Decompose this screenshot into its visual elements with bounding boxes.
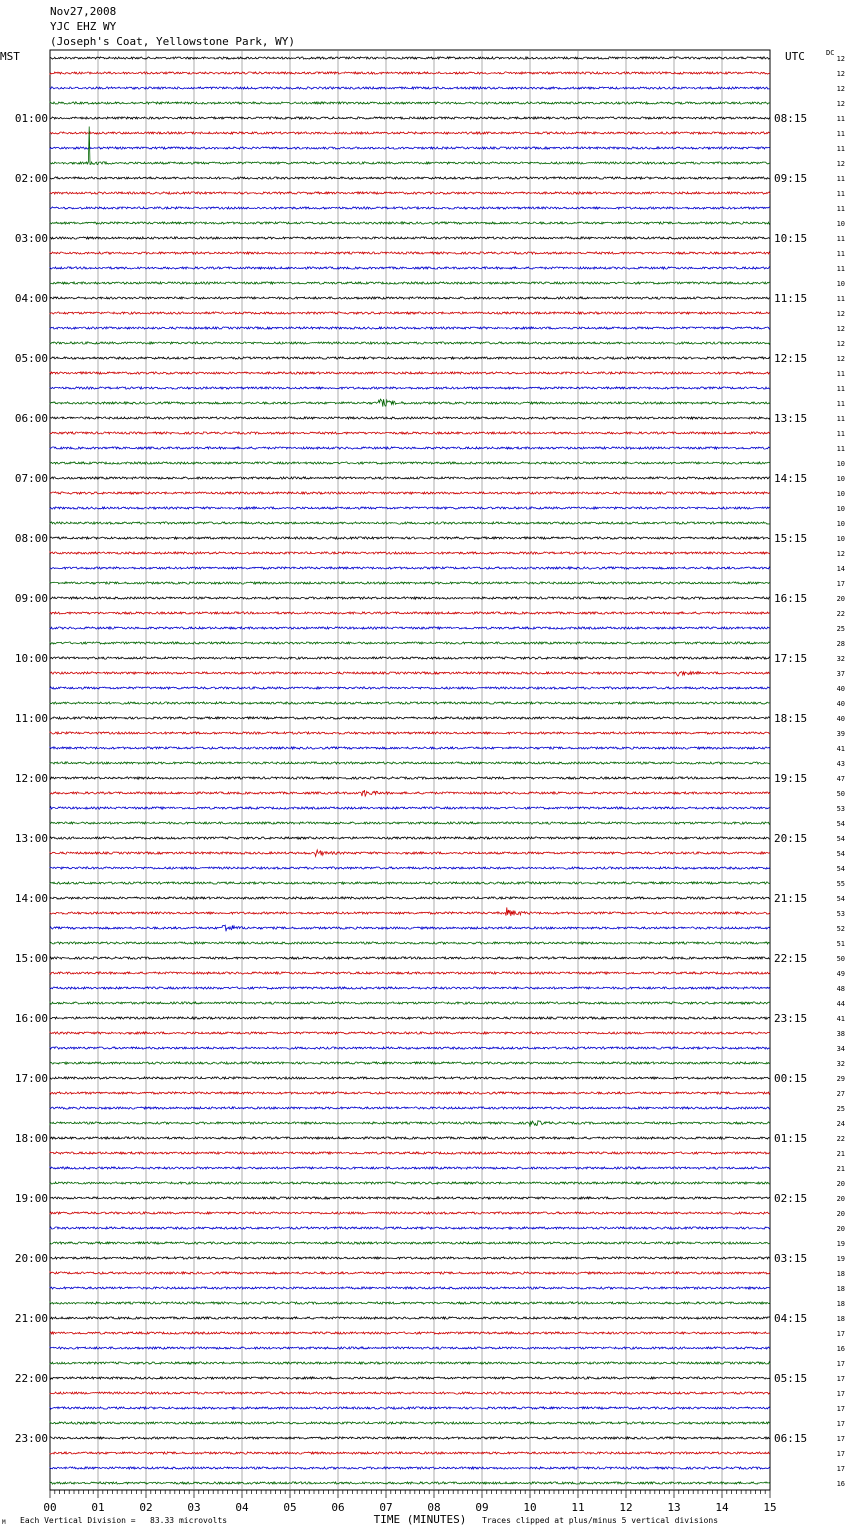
record-date: Nov27,2008 bbox=[50, 5, 117, 18]
seismic-trace bbox=[50, 342, 770, 344]
seismic-trace bbox=[50, 357, 770, 359]
dc-offset-label: 27 bbox=[836, 1090, 845, 1098]
seismic-trace bbox=[50, 1182, 770, 1184]
right-hour-label: 02:15 bbox=[774, 1192, 808, 1205]
seismic-trace bbox=[50, 1077, 770, 1079]
seismic-trace bbox=[50, 1482, 770, 1484]
left-hour-label: 07:00 bbox=[14, 472, 48, 485]
vertical-division-note: Each Vertical Division = 83.33 microvolts bbox=[20, 1516, 228, 1525]
dc-offset-label: 52 bbox=[836, 925, 845, 933]
seismic-trace bbox=[50, 297, 770, 299]
right-hour-label: 06:15 bbox=[774, 1432, 808, 1445]
seismic-trace bbox=[50, 372, 770, 374]
dc-offset-label: 10 bbox=[836, 535, 845, 543]
seismic-trace bbox=[50, 702, 770, 704]
seismic-trace bbox=[50, 1467, 770, 1469]
seismic-trace bbox=[50, 972, 770, 974]
dc-offset-label: 11 bbox=[836, 130, 845, 138]
dc-offset-label: 17 bbox=[836, 1435, 845, 1443]
seismic-trace bbox=[50, 1392, 770, 1394]
dc-offset-label: 12 bbox=[836, 325, 845, 333]
seismic-trace bbox=[50, 252, 770, 254]
seismic-trace bbox=[50, 1212, 770, 1214]
seismic-trace bbox=[50, 447, 770, 449]
seismic-trace bbox=[50, 777, 770, 779]
dc-offset-label: 19 bbox=[836, 1240, 845, 1248]
dc-offset-label: 17 bbox=[836, 1465, 845, 1473]
x-tick-label: 09 bbox=[475, 1501, 489, 1514]
seismic-trace bbox=[50, 897, 770, 899]
seismic-trace bbox=[50, 72, 770, 74]
dc-offset-label: 40 bbox=[836, 685, 845, 693]
left-hour-label: 06:00 bbox=[14, 412, 48, 425]
seismic-trace bbox=[50, 267, 770, 269]
dc-offset-label: 10 bbox=[836, 220, 845, 228]
seismic-trace bbox=[50, 222, 770, 224]
dc-offset-label: 11 bbox=[836, 370, 845, 378]
seismic-trace bbox=[50, 1332, 770, 1334]
dc-offset-label: 20 bbox=[836, 595, 845, 603]
left-hour-label: 11:00 bbox=[14, 712, 48, 725]
seismic-trace bbox=[50, 1422, 770, 1424]
seismic-trace bbox=[50, 1242, 770, 1244]
dc-offset-label: 25 bbox=[836, 625, 845, 633]
dc-offset-label: 11 bbox=[836, 145, 845, 153]
seismic-trace bbox=[50, 522, 770, 524]
dc-offset-label: 12 bbox=[836, 70, 845, 78]
dc-offset-label: 25 bbox=[836, 1105, 845, 1113]
dc-offset-label: 11 bbox=[836, 175, 845, 183]
seismic-trace bbox=[50, 597, 770, 599]
dc-offset-label: 20 bbox=[836, 1210, 845, 1218]
seismic-trace bbox=[50, 327, 770, 329]
dc-offset-label: 11 bbox=[836, 295, 845, 303]
seismic-trace bbox=[50, 925, 770, 931]
seismic-trace bbox=[50, 1032, 770, 1034]
seismic-trace bbox=[50, 1452, 770, 1454]
seismic-trace bbox=[50, 732, 770, 734]
seismic-trace bbox=[50, 57, 770, 59]
seismic-trace bbox=[50, 177, 770, 179]
right-hour-label: 21:15 bbox=[774, 892, 808, 905]
x-tick-label: 14 bbox=[715, 1501, 729, 1514]
dc-offset-label: 49 bbox=[836, 970, 845, 978]
seismic-trace bbox=[50, 1257, 770, 1259]
dc-offset-label: 17 bbox=[836, 1420, 845, 1428]
left-hour-label: 13:00 bbox=[14, 832, 48, 845]
right-hour-label: 22:15 bbox=[774, 952, 808, 965]
left-hour-label: 23:00 bbox=[14, 1432, 48, 1445]
dc-offset-label: 18 bbox=[836, 1285, 845, 1293]
dc-offset-label: 12 bbox=[836, 55, 845, 63]
seismic-trace bbox=[50, 132, 770, 134]
dc-offset-label: 32 bbox=[836, 655, 845, 663]
dc-offset-label: 12 bbox=[836, 355, 845, 363]
left-hour-label: 22:00 bbox=[14, 1372, 48, 1385]
dc-offset-label: 53 bbox=[836, 805, 845, 813]
dc-offset-label: 54 bbox=[836, 835, 845, 843]
seismic-trace bbox=[50, 1137, 770, 1139]
dc-offset-label: 20 bbox=[836, 1180, 845, 1188]
seismic-trace bbox=[50, 1121, 770, 1127]
dc-offset-label: 11 bbox=[836, 430, 845, 438]
seismic-trace bbox=[50, 552, 770, 554]
right-hour-label: 16:15 bbox=[774, 592, 808, 605]
seismic-trace bbox=[50, 957, 770, 959]
seismic-trace bbox=[50, 822, 770, 824]
x-tick-label: 11 bbox=[571, 1501, 585, 1514]
dc-offset-label: 28 bbox=[836, 640, 845, 648]
dc-offset-label: 14 bbox=[836, 565, 845, 573]
seismic-trace bbox=[50, 1287, 770, 1289]
right-hour-label: 12:15 bbox=[774, 352, 808, 365]
seismic-trace bbox=[50, 492, 770, 494]
dc-offset-label: 11 bbox=[836, 400, 845, 408]
seismic-trace bbox=[50, 657, 770, 659]
left-hour-label: 20:00 bbox=[14, 1252, 48, 1265]
dc-offset-label: 54 bbox=[836, 850, 845, 858]
dc-offset-label: 41 bbox=[836, 1015, 845, 1023]
dc-offset-label: 21 bbox=[836, 1150, 845, 1158]
dc-offset-label: 22 bbox=[836, 610, 845, 618]
right-hour-label: 18:15 bbox=[774, 712, 808, 725]
clip-note: Traces clipped at plus/minus 5 vertical divisions bbox=[482, 1516, 719, 1525]
left-hour-label: 02:00 bbox=[14, 172, 48, 185]
seismic-trace bbox=[50, 790, 770, 796]
dc-offset-label: 10 bbox=[836, 520, 845, 528]
right-hour-label: 14:15 bbox=[774, 472, 808, 485]
seismic-trace bbox=[50, 192, 770, 194]
seismic-trace bbox=[50, 837, 770, 839]
x-tick-label: 02 bbox=[139, 1501, 153, 1514]
dc-offset-label: 17 bbox=[836, 1330, 845, 1338]
left-hour-label: 08:00 bbox=[14, 532, 48, 545]
dc-offset-label: 32 bbox=[836, 1060, 845, 1068]
dc-offset-label: 47 bbox=[836, 775, 845, 783]
dc-offset-label: 43 bbox=[836, 760, 845, 768]
left-hour-label: 16:00 bbox=[14, 1012, 48, 1025]
seismic-trace bbox=[50, 942, 770, 944]
left-hour-label: 10:00 bbox=[14, 652, 48, 665]
right-hour-label: 11:15 bbox=[774, 292, 808, 305]
seismic-trace bbox=[50, 672, 770, 677]
right-hour-label: 19:15 bbox=[774, 772, 808, 785]
dc-offset-label: 29 bbox=[836, 1075, 845, 1083]
dc-offset-label: 50 bbox=[836, 790, 845, 798]
dc-offset-label: 48 bbox=[836, 985, 845, 993]
seismic-trace bbox=[50, 1197, 770, 1199]
dc-offset-label: 10 bbox=[836, 505, 845, 513]
seismic-trace bbox=[50, 432, 770, 434]
right-hour-label: 09:15 bbox=[774, 172, 808, 185]
x-tick-label: 04 bbox=[235, 1501, 249, 1514]
dc-offset-label: 12 bbox=[836, 100, 845, 108]
station-location: (Joseph's Coat, Yellowstone Park, WY) bbox=[50, 35, 296, 48]
seismic-trace bbox=[50, 867, 770, 869]
seismic-trace bbox=[50, 1272, 770, 1274]
dc-offset-label: 16 bbox=[836, 1345, 845, 1353]
seismic-trace bbox=[50, 117, 770, 119]
seismic-trace bbox=[50, 1152, 770, 1154]
left-hour-label: 18:00 bbox=[14, 1132, 48, 1145]
dc-offset-label: 54 bbox=[836, 865, 845, 873]
x-axis-label: TIME (MINUTES) bbox=[373, 1513, 467, 1526]
right-hour-label: 17:15 bbox=[774, 652, 808, 665]
left-hour-label: 12:00 bbox=[14, 772, 48, 785]
seismic-trace bbox=[50, 1407, 770, 1409]
dc-offset-label: 12 bbox=[836, 85, 845, 93]
seismic-trace bbox=[50, 850, 770, 856]
dc-offset-label: 17 bbox=[836, 1375, 845, 1383]
seismic-trace bbox=[50, 147, 770, 149]
dc-offset-label: 40 bbox=[836, 715, 845, 723]
right-hour-label: 15:15 bbox=[774, 532, 808, 545]
dc-offset-label: 50 bbox=[836, 955, 845, 963]
left-hour-label: 01:00 bbox=[14, 112, 48, 125]
dc-offset-label: 53 bbox=[836, 910, 845, 918]
seismic-trace bbox=[50, 102, 770, 104]
dc-offset-label: 17 bbox=[836, 1390, 845, 1398]
seismic-trace bbox=[50, 762, 770, 764]
right-hour-label: 00:15 bbox=[774, 1072, 808, 1085]
dc-offset-label: 12 bbox=[836, 550, 845, 558]
dc-offset-label: 24 bbox=[836, 1120, 845, 1128]
right-timezone-label: UTC bbox=[785, 50, 805, 63]
right-hour-label: 03:15 bbox=[774, 1252, 808, 1265]
dc-offset-label: 54 bbox=[836, 820, 845, 828]
right-hour-label: 20:15 bbox=[774, 832, 808, 845]
seismic-trace bbox=[50, 399, 770, 407]
seismic-trace bbox=[50, 627, 770, 629]
station-code: YJC EHZ WY bbox=[50, 20, 117, 33]
x-tick-label: 07 bbox=[379, 1501, 393, 1514]
dc-offset-label: 11 bbox=[836, 385, 845, 393]
dc-offset-label: 11 bbox=[836, 445, 845, 453]
seismic-trace bbox=[50, 717, 770, 719]
right-hour-label: 08:15 bbox=[774, 112, 808, 125]
seismic-trace bbox=[50, 1302, 770, 1304]
seismic-trace bbox=[50, 477, 770, 479]
dc-offset-label: 17 bbox=[836, 1360, 845, 1368]
seismic-trace bbox=[50, 1377, 770, 1379]
right-hour-label: 10:15 bbox=[774, 232, 808, 245]
seismic-trace bbox=[50, 987, 770, 989]
x-tick-label: 12 bbox=[619, 1501, 633, 1514]
seismic-trace bbox=[50, 612, 770, 614]
x-tick-label: 05 bbox=[283, 1501, 297, 1514]
dc-offset-label: 54 bbox=[836, 895, 845, 903]
dc-offset-label: 11 bbox=[836, 205, 845, 213]
left-hour-label: 19:00 bbox=[14, 1192, 48, 1205]
left-timezone-label: MST bbox=[0, 50, 20, 63]
seismic-trace bbox=[50, 1347, 770, 1349]
seismic-trace bbox=[50, 312, 770, 314]
seismic-trace bbox=[50, 1002, 770, 1004]
seismic-trace bbox=[50, 567, 770, 569]
seismic-trace bbox=[50, 1062, 770, 1064]
x-tick-label: 06 bbox=[331, 1501, 345, 1514]
x-tick-label: 00 bbox=[43, 1501, 57, 1514]
dc-offset-label: 17 bbox=[836, 1450, 845, 1458]
right-hour-label: 04:15 bbox=[774, 1312, 808, 1325]
dc-offset-label: 11 bbox=[836, 190, 845, 198]
seismic-trace bbox=[50, 387, 770, 389]
seismic-trace bbox=[50, 237, 770, 239]
dc-offset-label: 21 bbox=[836, 1165, 845, 1173]
dc-offset-label: 55 bbox=[836, 880, 845, 888]
dc-offset-label: 34 bbox=[836, 1045, 845, 1053]
seismic-trace bbox=[50, 207, 770, 209]
seismic-trace bbox=[50, 582, 770, 584]
left-hour-label: 05:00 bbox=[14, 352, 48, 365]
seismic-trace bbox=[50, 537, 770, 539]
dc-offset-label: 20 bbox=[836, 1225, 845, 1233]
dc-offset-label: 19 bbox=[836, 1255, 845, 1263]
seismic-trace bbox=[50, 807, 770, 809]
seismic-trace bbox=[50, 1362, 770, 1364]
dc-offset-label: 12 bbox=[836, 310, 845, 318]
left-hour-label: 21:00 bbox=[14, 1312, 48, 1325]
seismic-trace bbox=[50, 1317, 770, 1319]
x-tick-label: 13 bbox=[667, 1501, 681, 1514]
dc-offset-label: 11 bbox=[836, 115, 845, 123]
dc-offset-label: 17 bbox=[836, 1405, 845, 1413]
dc-offset-label: 12 bbox=[836, 160, 845, 168]
seismic-trace bbox=[50, 1437, 770, 1439]
left-hour-label: 14:00 bbox=[14, 892, 48, 905]
seismic-trace bbox=[50, 1017, 770, 1019]
left-hour-label: 03:00 bbox=[14, 232, 48, 245]
dc-offset-label: 18 bbox=[836, 1270, 845, 1278]
dc-offset-label: 41 bbox=[836, 745, 845, 753]
seismic-trace bbox=[50, 1167, 770, 1169]
corner-mark: M bbox=[2, 1519, 6, 1526]
seismic-trace bbox=[50, 1092, 770, 1094]
dc-offset-label: 16 bbox=[836, 1480, 845, 1488]
dc-offset-label: 11 bbox=[836, 250, 845, 258]
seismic-trace bbox=[50, 1227, 770, 1229]
left-hour-label: 04:00 bbox=[14, 292, 48, 305]
dc-offset-label: 12 bbox=[836, 340, 845, 348]
x-tick-label: 01 bbox=[91, 1501, 105, 1514]
seismic-trace bbox=[50, 507, 770, 509]
left-hour-label: 17:00 bbox=[14, 1072, 48, 1085]
dc-offset-label: 10 bbox=[836, 475, 845, 483]
dc-offset-label: 22 bbox=[836, 1135, 845, 1143]
x-tick-label: 15 bbox=[763, 1501, 777, 1514]
dc-offset-label: 38 bbox=[836, 1030, 845, 1038]
dc-offset-label: 11 bbox=[836, 235, 845, 243]
right-hour-label: 23:15 bbox=[774, 1012, 808, 1025]
right-hour-label: 05:15 bbox=[774, 1372, 808, 1385]
x-tick-label: 08 bbox=[427, 1501, 441, 1514]
dc-offset-label: 18 bbox=[836, 1300, 845, 1308]
right-hour-label: 13:15 bbox=[774, 412, 808, 425]
dc-offset-label: 37 bbox=[836, 670, 845, 678]
dc-offset-label: 18 bbox=[836, 1315, 845, 1323]
dc-header-label: DC bbox=[826, 49, 835, 57]
seismic-trace bbox=[50, 282, 770, 284]
dc-offset-label: 11 bbox=[836, 415, 845, 423]
seismic-trace bbox=[50, 882, 770, 884]
seismic-trace bbox=[50, 687, 770, 689]
seismic-trace bbox=[50, 747, 770, 749]
seismic-trace bbox=[50, 642, 770, 644]
dc-offset-label: 10 bbox=[836, 490, 845, 498]
dc-offset-label: 10 bbox=[836, 280, 845, 288]
dc-offset-label: 11 bbox=[836, 265, 845, 273]
dc-offset-label: 44 bbox=[836, 1000, 845, 1008]
seismic-trace bbox=[50, 462, 770, 464]
seismic-trace bbox=[50, 1107, 770, 1109]
left-hour-label: 09:00 bbox=[14, 592, 48, 605]
dc-offset-label: 10 bbox=[836, 460, 845, 468]
dc-offset-label: 20 bbox=[836, 1195, 845, 1203]
x-tick-label: 10 bbox=[523, 1501, 537, 1514]
dc-offset-label: 51 bbox=[836, 940, 845, 948]
seismic-trace bbox=[50, 417, 770, 419]
dc-offset-label: 17 bbox=[836, 580, 845, 588]
dc-offset-label: 40 bbox=[836, 700, 845, 708]
x-tick-label: 03 bbox=[187, 1501, 201, 1514]
seismic-trace bbox=[50, 1047, 770, 1049]
dc-offset-label: 39 bbox=[836, 730, 845, 738]
left-hour-label: 15:00 bbox=[14, 952, 48, 965]
seismic-trace bbox=[50, 87, 770, 89]
right-hour-label: 01:15 bbox=[774, 1132, 808, 1145]
seismic-trace bbox=[50, 907, 770, 916]
